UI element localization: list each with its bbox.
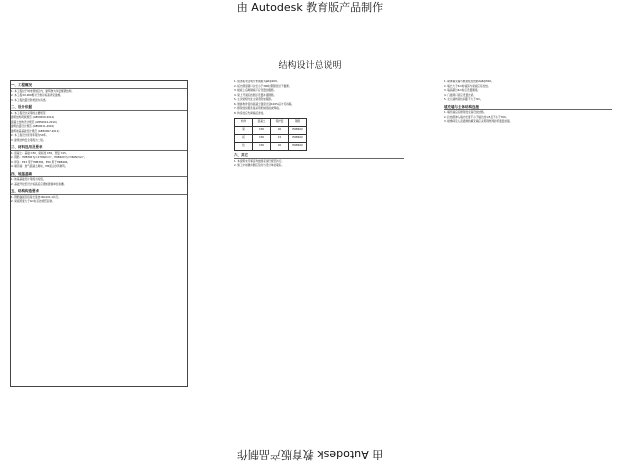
table-header: 钢筋 (289, 119, 307, 127)
watermark-top: 由 Autodesk 教育版产品制作 (236, 1, 384, 14)
note-line: 建筑结构荷载规范 (GB50009-2012) (11, 116, 55, 119)
note-line: 1. 现浇板未注明分布钢筋为φ6@200。 (234, 80, 280, 83)
note-line: 1. 地基基础设计等级为丙级。 (11, 178, 46, 181)
table-cell: C30 (253, 143, 271, 151)
note-line: 1. 钢筋锚固及搭接长度按16G101-1执行。 (11, 195, 61, 199)
table-cell: HRB400 (289, 135, 307, 143)
section-heading: 四、地基基础 (11, 172, 187, 178)
section-heading: 五、结构构造要求 (11, 189, 187, 195)
note-line: 2. 本工程设计使用年限为50年。 (11, 134, 49, 137)
note-line: 5. 主次梁相交处主梁设附加箍筋。 (234, 98, 274, 101)
note-line: 1. 本说明未尽事宜均按国家现行规范执行。 (234, 159, 284, 163)
note-line: 4. 门窗洞口顶应设置过梁。 (444, 93, 476, 97)
table-row (235, 127, 307, 135)
notes-column-1 (10, 80, 188, 387)
table-cell: 15 (271, 135, 289, 143)
table-cell: C30 (253, 135, 271, 143)
table-cell: 20 (271, 127, 289, 135)
note-line: 4. 填充墙：加气混凝土砌块，M5混合砂浆砌筑。 (11, 165, 68, 168)
note-line: 3. 楼板上后砌隔墙下应设置加强筋。 (234, 89, 277, 92)
section-heading: 六、其它 (234, 153, 404, 159)
notes-column-3 (444, 80, 612, 278)
notes-column-2 (234, 80, 404, 385)
note-line: 6. 悬挑构件需待混凝土强度达到100%后方可拆模。 (234, 102, 294, 106)
note-line: 2. 基础开挖至设计标高后应通知勘察单位验槽。 (11, 182, 67, 186)
table-cell: HRB400 (289, 127, 307, 135)
section-heading: 二、设计依据 (11, 105, 187, 111)
table-cell: 梁 (235, 127, 253, 135)
note-line: 建筑抗震设计规范 (GB50011-2010) (11, 125, 55, 128)
note-line: 8. 构造柱应先砌墙后浇柱。 (234, 111, 266, 115)
note-line: 2. 板内预留洞口边长小于300时钢筋绕过不截断。 (234, 84, 292, 88)
table-header: 构件 (235, 119, 253, 127)
note-line: 建筑地基基础设计规范 (GB50007-2011) (11, 129, 60, 133)
note-line: 2. 钢筋：HPB300 fy=270N/mm²，HRB400 fy=360N/mm²。 (11, 156, 87, 159)
note-line: 1. 砌体填充墙与框架柱拉结筋2φ6@500。 (444, 80, 494, 83)
note-line: 7. 框架柱纵筋连接采用机械连接或焊接。 (234, 107, 282, 110)
note-line: 2. 拉结筋伸入墙内长度不小于墙长的1/5且不小于700。 (444, 115, 509, 119)
table-row (235, 143, 307, 151)
table-cell: 柱 (235, 143, 253, 151)
note-line: 3. 建筑结构安全等级为二级。 (11, 138, 46, 142)
table-cell: HRB400 (289, 143, 307, 151)
table-header: 混凝土 (253, 119, 271, 127)
table-header: 保护层 (271, 119, 289, 127)
table-cell: 20 (271, 143, 289, 151)
section-heading: 三、材料选用及要求 (11, 145, 187, 151)
table-row (235, 135, 307, 143)
note-line: 1. 本工程设计采用的主要规范： (11, 111, 49, 115)
note-line: 3. 焊条：E43 用于HPB300，E50 用于HRB400。 (11, 160, 70, 164)
section-heading: 一、工程概况 (11, 83, 187, 89)
note-line: 1. 混凝土：基础 C30，梁板柱 C30，垫层 C15。 (11, 151, 69, 155)
note-line: 混凝土结构设计规范 (GB50010-2010) (11, 120, 57, 124)
note-line: 2. 本工程±0.000相对于绝对标高详见建施。 (11, 94, 63, 97)
note-line: 2. 墙长大于5m时墙顶与梁板应有拉结。 (444, 84, 491, 88)
watermark-bottom: 由 Autodesk 教育版产品制作 (236, 448, 384, 461)
note-line: 4. 梁上开洞应按图示设置补强钢筋。 (234, 93, 277, 97)
note-line: 1. 填充墙应沿框架柱全高设拉结筋。 (444, 111, 487, 114)
note-line: 3. 本工程抗震设防类别为丙类。 (11, 98, 49, 102)
note-line: 2. 施工中如遇问题应及时与设计单位联系。 (234, 164, 284, 167)
material-table (234, 118, 307, 151)
section-heading: 填充墙与主体结构连接 (444, 105, 612, 111)
table-cell: 板 (235, 135, 253, 143)
note-line: 2. 梁板跨度大于4m时应按规范起拱。 (11, 200, 55, 203)
note-line: 3. 墙高超过4m时应设置圈梁。 (444, 89, 481, 92)
note-line: 5. 女儿墙构造柱间距不大于3m。 (444, 98, 483, 101)
table-cell: C30 (253, 127, 271, 135)
note-line: 1. 本工程位于城市规划区内，建筑物为多层框架结构。 (11, 89, 74, 93)
note-line: 3. 楼梯间及人流通道的填充墙应采用钢丝网砂浆面层加强。 (444, 120, 513, 123)
sheet-title: 结构设计总说明 (278, 61, 342, 71)
